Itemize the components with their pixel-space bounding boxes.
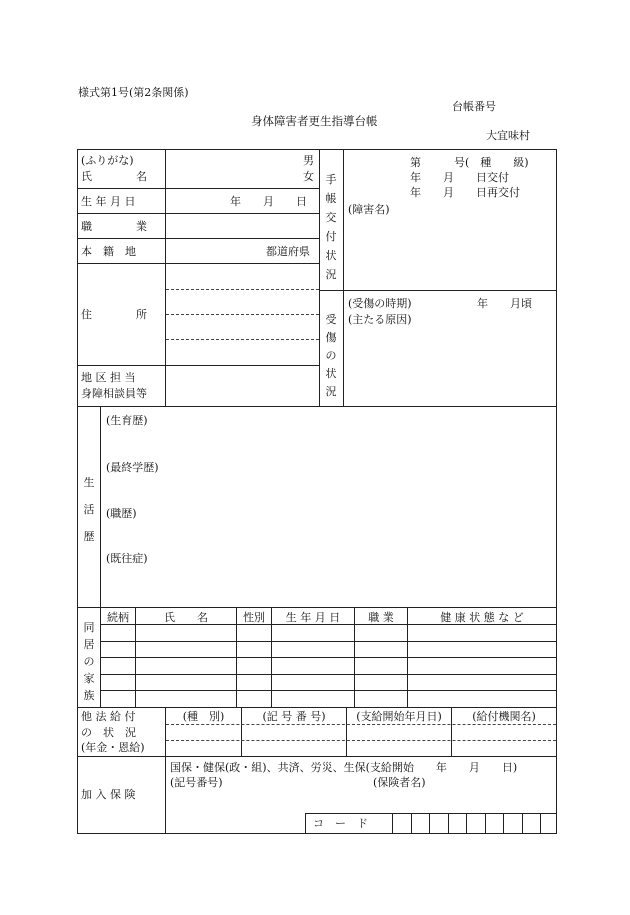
address-label: 住 所	[81, 308, 147, 321]
insurance-label: 加 入 保 険	[81, 788, 136, 801]
family-header-relation: 続柄	[107, 611, 129, 624]
furigana-label: (ふりがな)	[81, 154, 134, 167]
handbook-section-label: 手帳交付状況	[325, 173, 337, 281]
family-header-birth: 生 年 月 日	[285, 611, 341, 624]
insurance-symbol-label: (記号番号)	[170, 776, 223, 789]
village-name: 大宜味村	[486, 129, 530, 142]
injury-time-value: 年 月頃	[477, 297, 532, 310]
benefit-header-start: (支給開始年月日)	[356, 710, 442, 723]
prefecture-suffix: 都道府県	[266, 245, 310, 258]
name-label: 氏 名	[81, 170, 147, 183]
insurance-type-line: 国保・健保(政・組)、共済、労災、生保(支給開始 年 月 日)	[170, 761, 518, 774]
ledger-number-label: 台帳番号	[452, 100, 496, 113]
medical-history-label: (既往症)	[106, 552, 148, 565]
family-header-sex: 性別	[243, 611, 265, 624]
form-number: 様式第1号(第2条関係)	[78, 86, 189, 99]
handbook-reissue-line: 年 月 日再交付	[410, 186, 520, 199]
sex-male: 男	[303, 154, 314, 167]
family-header-health: 健 康 状 態 な ど	[440, 611, 524, 624]
other-benefits-label-1: 他 法 給 付	[81, 710, 136, 723]
other-benefits-label-3: (年金・恩給)	[81, 741, 145, 754]
page-title: 身体障害者更生指導台帳	[251, 114, 378, 128]
family-section-label: 同居の家族	[83, 621, 95, 702]
other-benefits-label-2: の 状 況	[81, 726, 136, 739]
family-header-occupation: 職 業	[368, 611, 394, 624]
injury-section-label: 受傷の状況	[325, 313, 337, 398]
benefit-header-type: (種 別)	[182, 710, 225, 723]
injury-time-label: (受傷の時期)	[348, 297, 412, 310]
occupation-label: 職 業	[81, 220, 147, 233]
benefit-header-number: (記 号 番 号)	[262, 710, 326, 723]
benefit-header-agency: (給付機関名)	[472, 710, 536, 723]
birth-date-placeholder: 年 月 日	[230, 195, 307, 208]
birth-date-label: 生 年 月 日	[81, 195, 136, 208]
code-label: コ ー ド	[313, 817, 368, 830]
family-header-name: 氏 名	[164, 611, 208, 624]
domicile-label: 本 籍 地	[81, 245, 136, 258]
handbook-issue-line: 年 月 日交付	[410, 171, 509, 184]
injury-cause-label: (主たる原因)	[348, 313, 412, 326]
education-label: (最終学歴)	[106, 461, 159, 474]
handbook-number-line: 第 号( 種 級)	[410, 156, 529, 169]
district-counselor-label-2: 身障相談員等	[81, 387, 147, 400]
life-history-section-label: 生活歴	[83, 476, 95, 543]
district-counselor-label-1: 地 区 担 当	[81, 371, 136, 384]
sex-female: 女	[303, 170, 314, 183]
disability-name-label: (障害名)	[348, 203, 390, 216]
upbringing-label: (生育歴)	[106, 414, 148, 427]
career-label: (職歴)	[106, 507, 137, 520]
insurer-name-label: (保険者名)	[373, 776, 426, 789]
